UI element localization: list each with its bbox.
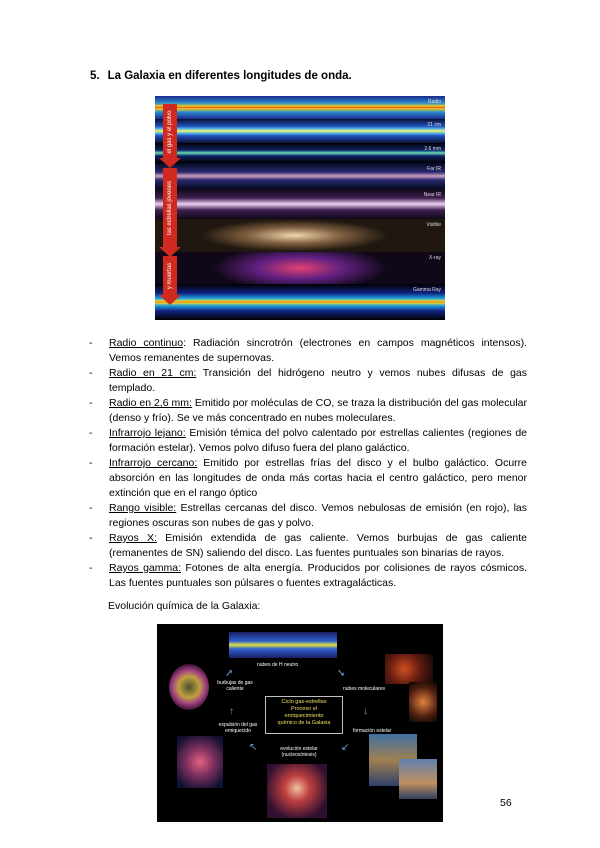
nebula-image bbox=[177, 736, 223, 788]
page-number: 56 bbox=[500, 797, 512, 809]
item-text: Emisión extendida de gas caliente. Vemos burbujas de gas caliente (remanentes de SN) saliendo del disco. Las fuentes puntuales son binarias de rayos. bbox=[109, 532, 527, 559]
cycle-arrow-icon: ↑ bbox=[229, 706, 234, 717]
molecular-clouds-label: nubes moleculares bbox=[343, 686, 385, 692]
list-item: - Rayos X: Emisión extendida de gas caliente. Vemos burbujas de gas caliente (remanentes de SN) saliendo del disco. Las fuentes puntuales son binarias de rayos. bbox=[89, 532, 527, 559]
chemical-evolution-heading: Evolución química de la Galaxia: bbox=[108, 600, 261, 612]
item-term: Rango visible: bbox=[109, 502, 177, 514]
section-heading bbox=[90, 70, 352, 82]
list-item: - Infrarrojo cercano: Emitido por estrellas frías del disco y el bulbo galáctico. Ocurre absorción en las longitudes de onda más cortas hacia el centro galáctico, pero menor extinción que en el rango óptico bbox=[89, 457, 527, 499]
cycle-arrow-icon: ↙ bbox=[341, 742, 350, 753]
gas-star-cycle-box: Ciclo gas-estrellas Proceso el enriquecimiento químico de la Galaxia bbox=[265, 696, 343, 734]
stellar-evolution-label: evolución estelar (nucleosíntesis) bbox=[280, 746, 318, 758]
item-text: Radiación sincrotrón (electrones en campos magnéticos intensos). Vemos remanentes de supernovas. bbox=[109, 337, 527, 364]
band-strip-2-6mm bbox=[155, 143, 445, 163]
item-term: Infrarrojo lejano: bbox=[109, 427, 186, 439]
band-label: Visible bbox=[426, 222, 441, 228]
arrowhead-icon bbox=[159, 295, 181, 305]
cycle-arrow-icon: ↖ bbox=[249, 742, 258, 753]
list-item: - Radio continuo: Radiación sincrotrón (electrones en campos magnéticos intensos). Vemos remanentes de supernovas. bbox=[89, 337, 527, 364]
item-term: Radio en 2,6 mm: bbox=[109, 397, 192, 409]
band-label: X-ray bbox=[429, 255, 441, 261]
gas-dust-arrow bbox=[163, 104, 177, 159]
band-strip-21cm bbox=[155, 119, 445, 143]
enriched-gas-label: expulsión del gas enriquecido bbox=[218, 722, 258, 734]
molecular-cloud-image bbox=[385, 654, 433, 684]
list-item: - Radio en 2,6 mm: Emitido por moléculas de CO, se traza la distribución del gas molecular (denso y frío). Se ve más concentrado en nubes moleculares. bbox=[89, 397, 528, 424]
band-strip-gamma-ray bbox=[155, 284, 445, 320]
band-label: 21 cm bbox=[427, 122, 441, 128]
item-term: Rayos X: bbox=[109, 532, 157, 544]
band-strip-radio bbox=[155, 96, 445, 119]
chemical-evolution-figure bbox=[157, 624, 443, 822]
band-label: Far IR bbox=[427, 166, 441, 172]
band-strip-x-ray bbox=[155, 252, 445, 284]
item-term: Radio continuo bbox=[109, 337, 184, 349]
band-strip-visible bbox=[155, 219, 445, 252]
band-strip-near-ir bbox=[155, 189, 445, 219]
list-item: - Infrarrojo lejano: Emisión témica del polvo calentado por estrellas calientes (regiones de formación estelar). Vemos polvo difuso fuera del plano galáctico. bbox=[89, 427, 528, 454]
wavelength-list bbox=[89, 336, 527, 591]
cycle-arrow-icon: ➘ bbox=[337, 668, 346, 679]
list-item: - Radio en 21 cm: Transición del hidrógeno neutro y vemos nubes difusas de gas templado. bbox=[89, 367, 527, 394]
hi-cloud-image bbox=[229, 632, 337, 658]
list-item: - Rango visible: Estrellas cercanas del disco. Vemos nebulosas de emisión (en rojo), las regiones oscuras son nubes de gas y polvo. bbox=[89, 502, 528, 529]
star-formation-label: formación estelar bbox=[353, 728, 392, 734]
band-label: Gamma Ray bbox=[412, 287, 441, 293]
pillars-image bbox=[399, 759, 437, 799]
item-term: Rayos gamma: bbox=[109, 562, 181, 574]
item-text: Fotones de alta energía. Producidos por colisiones de rayos cósmicos. Las fuentes puntuales son púlsares o fuentes extragalácticas. bbox=[109, 562, 527, 589]
dead-stars-arrow bbox=[163, 256, 177, 296]
young-stars-arrow bbox=[163, 168, 177, 248]
item-text: Estrellas cercanas del disco. Vemos nebulosas de emisión (en rojo), las regiones oscuras son nubes de gas y polvo. bbox=[109, 502, 528, 529]
band-strip-far-ir bbox=[155, 163, 445, 189]
cycle-arrow-icon: ↓ bbox=[363, 706, 368, 717]
band-label: 2.6 mm bbox=[424, 146, 441, 152]
arrow-label: el gas y el polvo bbox=[167, 109, 173, 154]
section-title: La Galaxia en diferentes longitudes de onda. bbox=[107, 70, 352, 82]
orion-nebula-image bbox=[267, 764, 327, 818]
supernova-remnant-image bbox=[169, 664, 209, 710]
section-number: 5. bbox=[90, 70, 100, 82]
item-term: Radio en 21 cm: bbox=[109, 367, 197, 379]
item-text: Emisión témica del polvo calentado por estrellas calientes (regiones de formación estelar). Vemos polvo difuso fuera del plano galáctico. bbox=[109, 427, 528, 454]
band-label: Radio bbox=[427, 99, 441, 105]
list-item: - Rayos gamma: Fotones de alta energía. Producidos por colisiones de rayos cósmicos. Las fuentes puntuales son púlsares o fuentes extragalácticas. bbox=[89, 562, 527, 589]
cycle-arrow-icon: ➚ bbox=[225, 668, 234, 679]
milky-way-multiwavelength-figure bbox=[155, 96, 445, 320]
item-text: Emitido por estrellas frías del disco y el bulbo galáctico. Ocurre absorción en las longitudes de onda más cortas hacia el centro galáctico, pero menor extinción que en el rango óptico bbox=[109, 457, 527, 499]
molecular-cloud-image bbox=[409, 682, 437, 722]
hi-clouds-label: nubes de H neutro bbox=[257, 662, 299, 668]
arrow-label: las estrellas jóvenes bbox=[167, 180, 173, 236]
band-label: Near IR bbox=[423, 192, 441, 198]
hot-bubbles-label: burbujas de gas caliente bbox=[217, 680, 253, 692]
arrowhead-icon bbox=[159, 158, 181, 168]
item-term: Infrarrojo cercano: bbox=[109, 457, 198, 469]
item-text: Emitido por moléculas de CO, se traza la distribución del gas molecular (denso y frío). Se ve más concentrado en nubes moleculares. bbox=[109, 397, 528, 424]
item-text: Transición del hidrógeno neutro y vemos nubes difusas de gas templado. bbox=[109, 367, 527, 394]
arrow-label: y muertas bbox=[167, 262, 173, 290]
